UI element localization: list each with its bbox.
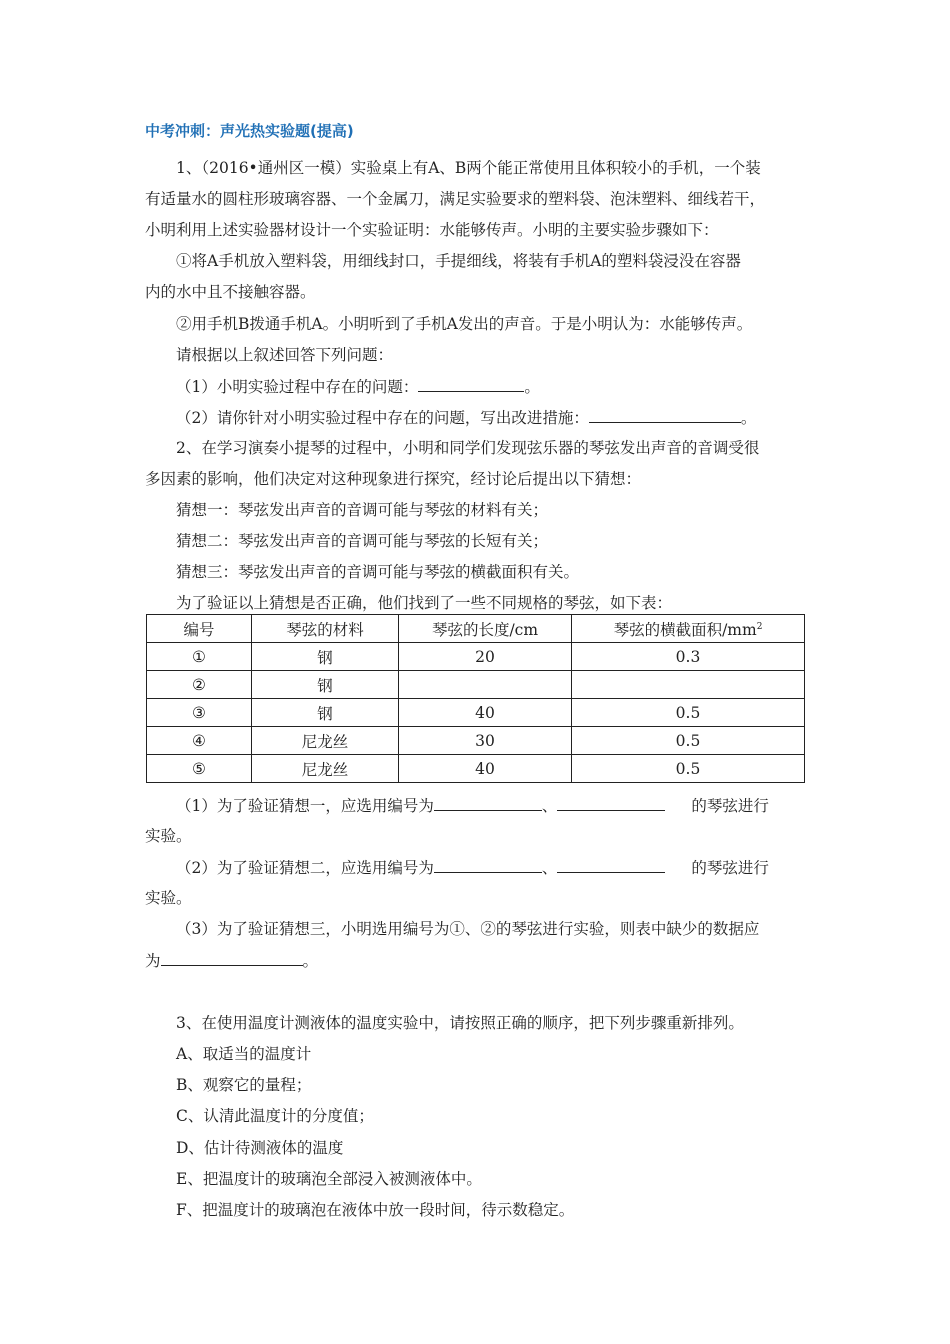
q2-sub3-prefix: 为 — [145, 952, 161, 970]
cell-length: 30 — [399, 727, 572, 755]
table-row — [147, 671, 805, 699]
q2-sub3-line2 — [145, 949, 318, 972]
cell-number: ① — [147, 643, 252, 671]
q3-step-a: A、取适当的温度计 — [176, 1045, 312, 1063]
q1-sub1-blank[interactable] — [418, 375, 524, 392]
q2-intro-line1: 2、在学习演奏小提琴的过程中，小明和同学们发现弦乐器的琴弦发出声音的音调受很 — [176, 439, 760, 457]
q2-hypothesis-3: 猜想三：琴弦发出声音的音调可能与琴弦的横截面积有关。 — [176, 563, 580, 581]
cell-area — [572, 671, 805, 699]
q2-sub2-text: （2）为了验证猜想二，应选用编号为 — [176, 859, 434, 877]
q2-sub2 — [176, 856, 769, 879]
table-row — [147, 699, 805, 727]
q1-sub1-text: （1）小明实验过程中存在的问题： — [176, 378, 419, 396]
col-header-area — [572, 615, 805, 643]
q1-prompt: 请根据以上叙述回答下列问题： — [176, 346, 394, 364]
q1-sub2-end: 。 — [740, 409, 757, 427]
q1-intro-line2: 有适量水的圆柱形玻璃容器、一个金属刀，满足实验要求的塑料袋、泡沫塑料、细线若干， — [145, 190, 766, 208]
q2-sub2-blank-a[interactable] — [434, 856, 542, 873]
q2-intro-line2: 多因素的影响，他们决定对这种现象进行探究，经讨论后提出以下猜想： — [145, 470, 642, 488]
q3-intro: 3、在使用温度计测液体的温度实验中，请按照正确的顺序，把下列步骤重新排列。 — [176, 1014, 744, 1032]
q2-hypothesis-1: 猜想一：琴弦发出声音的音调可能与琴弦的材料有关； — [176, 501, 549, 519]
q1-intro-line1: 1、（2016•通州区一模）实验桌上有A、B两个能正常使用且体积较小的手机，一个装 — [176, 159, 761, 177]
q1-step2: ②用手机B拨通手机A。小明听到了手机A发出的声音。于是小明认为：水能够传声。 — [176, 315, 753, 333]
q2-sub3-end: 。 — [302, 952, 319, 970]
q1-sub2-text: （2）请你针对小明实验过程中存在的问题，写出改进措施： — [176, 409, 589, 427]
cell-material: 尼龙丝 — [252, 755, 399, 783]
cell-area: 0.5 — [572, 755, 805, 783]
page-title: 中考冲刺：声光热实验题(提高) — [145, 122, 354, 140]
col-header-length: 琴弦的长度/cm — [399, 615, 572, 643]
q2-sub2-blank-b[interactable] — [557, 856, 665, 873]
col-header-material: 琴弦的材料 — [252, 615, 399, 643]
col-header-area-text: 琴弦的横截面积/mm — [613, 620, 757, 639]
cell-number: ③ — [147, 699, 252, 727]
q2-sub1 — [176, 794, 769, 817]
q2-sub3-blank[interactable] — [161, 949, 303, 966]
cell-length: 20 — [399, 643, 572, 671]
cell-number: ⑤ — [147, 755, 252, 783]
q1-step1-line2: 内的水中且不接触容器。 — [145, 283, 316, 301]
q1-sub2-blank[interactable] — [589, 406, 741, 423]
q2-table-intro: 为了验证以上猜想是否正确，他们找到了一些不同规格的琴弦，如下表： — [176, 594, 673, 612]
q2-sub1-cont: 实验。 — [145, 827, 192, 845]
q2-sub1-sep: 、 — [541, 797, 558, 815]
cell-length: 40 — [399, 755, 572, 783]
table-header-row — [147, 615, 805, 643]
col-header-area-sup: 2 — [756, 621, 763, 632]
cell-length: 40 — [399, 699, 572, 727]
q2-hypothesis-2: 猜想二：琴弦发出声音的音调可能与琴弦的长短有关； — [176, 532, 549, 550]
table-row — [147, 643, 805, 671]
table-row — [147, 727, 805, 755]
cell-number: ② — [147, 671, 252, 699]
cell-area: 0.5 — [572, 699, 805, 727]
q3-step-e: E、把温度计的玻璃泡全部浸入被测液体中。 — [176, 1170, 482, 1188]
string-spec-table — [146, 614, 805, 783]
cell-material: 钢 — [252, 699, 399, 727]
q3-step-c: C、认清此温度计的分度值； — [176, 1107, 374, 1125]
table-row — [147, 755, 805, 783]
q1-sub2 — [176, 406, 756, 429]
q1-intro-line3: 小明利用上述实验器材设计一个实验证明：水能够传声。小明的主要实验步骤如下： — [145, 221, 719, 239]
q2-sub2-cont: 实验。 — [145, 889, 192, 907]
cell-area: 0.3 — [572, 643, 805, 671]
col-header-number: 编号 — [147, 615, 252, 643]
q1-step1-line1: ①将A手机放入塑料袋，用细线封口，手提细线，将装有手机A的塑料袋浸没在容器 — [176, 252, 741, 270]
q1-sub1-end: 。 — [524, 378, 540, 396]
q3-step-b: B、观察它的量程； — [176, 1076, 312, 1094]
cell-number: ④ — [147, 727, 252, 755]
cell-material: 尼龙丝 — [252, 727, 399, 755]
q2-sub1-end: 的琴弦进行 — [691, 797, 769, 815]
q3-step-d: D、估计待测液体的温度 — [176, 1139, 344, 1157]
cell-area: 0.5 — [572, 727, 805, 755]
cell-length — [399, 671, 572, 699]
q2-sub2-end: 的琴弦进行 — [691, 859, 769, 877]
cell-material: 钢 — [252, 643, 399, 671]
q3-step-f: F、把温度计的玻璃泡在液体中放一段时间，待示数稳定。 — [176, 1201, 575, 1219]
q2-sub3-line1: （3）为了验证猜想三，小明选用编号为①、②的琴弦进行实验，则表中缺少的数据应 — [176, 920, 760, 938]
q2-sub1-text: （1）为了验证猜想一，应选用编号为 — [176, 797, 434, 815]
q2-sub2-sep: 、 — [541, 859, 558, 877]
q1-sub1 — [176, 375, 540, 398]
cell-material: 钢 — [252, 671, 399, 699]
q2-sub1-blank-b[interactable] — [557, 794, 665, 811]
q2-sub1-blank-a[interactable] — [434, 794, 542, 811]
